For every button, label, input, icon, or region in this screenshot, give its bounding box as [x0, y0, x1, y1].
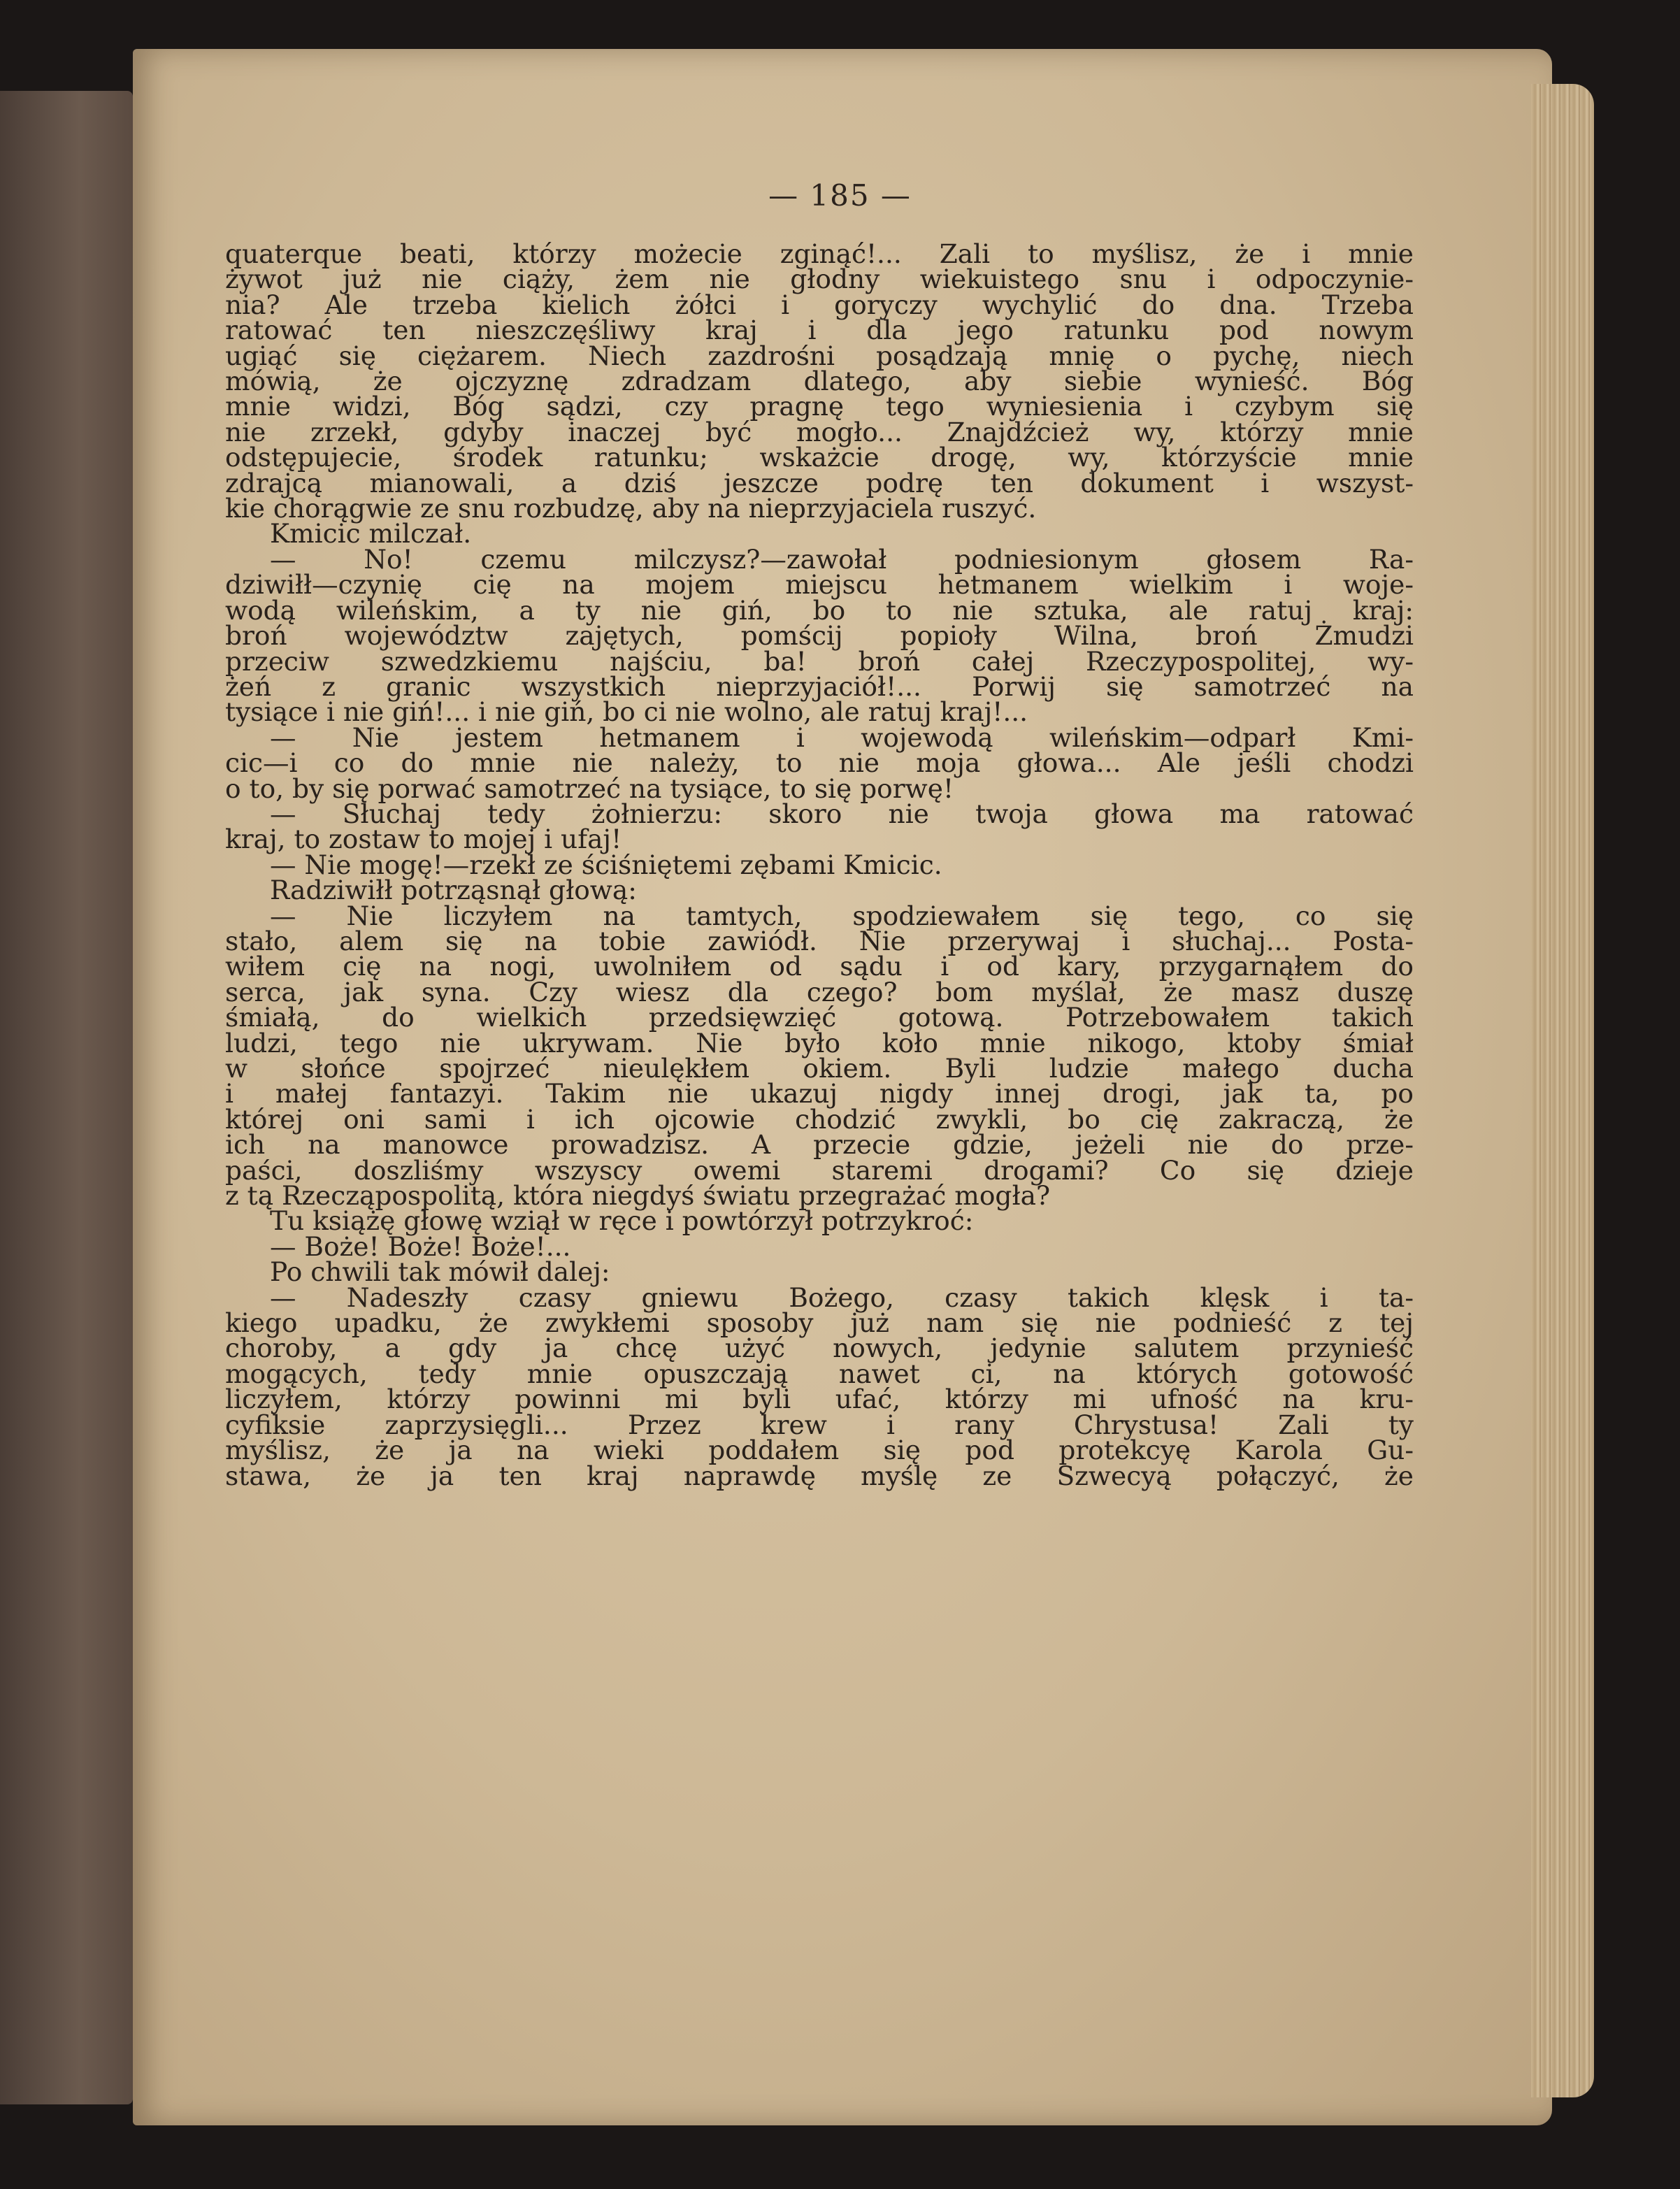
text-line: śmiałą, do wielkich przedsięwzięć gotową. Potrzebowałem takich	[225, 1002, 1414, 1033]
text-line: choroby, a gdy ja chcę użyć nowych, jedynie salutem przynieść	[225, 1333, 1414, 1364]
text-line: quaterque beati, którzy możecie zginąć!... Zali to myślisz, że i mnie	[225, 238, 1414, 269]
text-line: wodą wileńskim, a ty nie giń, bo to nie sztuka, ale ratuj kraj:	[225, 594, 1414, 626]
body-text	[225, 238, 1414, 1491]
page-edges	[1531, 84, 1594, 2097]
text-line: wiłem cię na nogi, uwolniłem od sądu i od kary, przygarnąłem do	[225, 951, 1414, 982]
text-line: paści, doszliśmy wszyscy owemi staremi drogami? Co się dzieje	[225, 1154, 1414, 1186]
book-left-cover	[0, 91, 133, 2104]
text-line: odstępujecie, środek ratunku; wskażcie drogę, wy, którzyście mnie	[225, 442, 1414, 473]
text-line: ich na manowce prowadzisz. A przecie gdzie, jeżeli nie do prze-	[225, 1129, 1414, 1161]
text-line: broń województw zajętych, pomścij popioły Wilna, broń Żmudzi	[225, 620, 1414, 652]
text-line: mogących, tedy mnie opuszczają nawet ci, na których gotowość	[225, 1358, 1414, 1389]
text-line: — Boże! Boże! Boże!...	[270, 1230, 571, 1262]
text-line: — Nie jestem hetmanem i wojewodą wileńskim—odparł Kmi-	[270, 722, 1414, 753]
text-line: żywot już nie ciąży, żem nie głodny wiekuistego snu i odpoczynie-	[225, 264, 1414, 295]
text-line: ratować ten nieszczęśliwy kraj i dla jego ratunku pod nowym	[225, 315, 1414, 346]
text-line: Kmicic milczał.	[270, 518, 472, 550]
text-line: serca, jak syna. Czy wiesz dla czego? bom myślał, że masz duszę	[225, 976, 1414, 1007]
text-line: ugiąć się ciężarem. Niech zazdrośni posądzają mnię o pychę, niech	[225, 340, 1414, 371]
text-line: w słońce spojrzeć nieulękłem okiem. Byli ludzie małego ducha	[225, 1053, 1414, 1084]
text-line: — No! czemu milczysz?—zawołał podniesionym głosem Ra-	[270, 543, 1414, 575]
text-line: mówią, że ojczyznę zdradzam dlatego, aby siebie wynieść. Bóg	[225, 366, 1414, 397]
text-line: kiego upadku, że zwykłemi sposoby już nam się nie podnieść z tej	[225, 1307, 1414, 1339]
text-line: przeciw szwedzkiemu najściu, ba! broń całej Rzeczypospolitej, wy-	[225, 645, 1414, 677]
text-line: nie zrzekł, gdyby inaczej być mogło... Znajdźcież wy, którzy mnie	[225, 416, 1414, 447]
text-line: cic—i co do mnie nie należy, to nie moja głowa... Ale jeśli chodzi	[225, 747, 1414, 779]
text-line: kie chorągwie ze snu rozbudzę, aby na nieprzyjaciela ruszyć.	[225, 493, 1037, 524]
text-line: zdrajcą mianowali, a dziś jeszcze podrę ten dokument i wszyst-	[225, 467, 1414, 498]
text-line: Tu książę głowę wziął w ręce i powtórzył potrzykroć:	[270, 1205, 974, 1237]
text-line: i małej fantazyi. Takim nie ukazuj nigdy innej drogi, jak ta, po	[225, 1078, 1414, 1110]
text-line: stało, alem się na tobie zawiódł. Nie przerywaj i słuchaj... Posta-	[225, 925, 1414, 956]
text-line: Po chwili tak mówił dalej:	[270, 1256, 610, 1288]
text-line: — Nie mogę!—rzekł ze ściśniętemi zębami Kmicic.	[270, 849, 942, 880]
text-line: kraj, to zostaw to mojej i ufaj!	[225, 824, 622, 855]
text-line: cyfiksie zaprzysięgli... Przez krew i rany Chrystusa! Zali ty	[225, 1409, 1414, 1440]
text-line: dziwiłł—czynię cię na mojem miejscu hetmanem wielkim i woje-	[225, 569, 1414, 601]
text-line: z tą Rzecząpospolitą, która niegdyś światu przegrażać mogła?	[225, 1180, 1051, 1212]
text-line: nia? Ale trzeba kielich żółci i goryczy wychylić do dna. Trzeba	[225, 289, 1414, 320]
text-line: o to, by się porwać samotrzeć na tysiące, to się porwę!	[225, 773, 954, 804]
text-line: — Słuchaj tedy żołnierzu: skoro nie twoja głowa ma ratować	[270, 798, 1414, 829]
text-line: tysiące i nie giń!... i nie giń, bo ci nie wolno, ale ratuj kraj!...	[225, 696, 1028, 728]
text-line: mnie widzi, Bóg sądzi, czy pragnę tego wyniesienia i czybym się	[225, 391, 1414, 422]
text-line: żeń z granic wszystkich nieprzyjaciół!... Porwij się samotrzeć na	[225, 670, 1414, 702]
text-line: — Nie liczyłem na tamtych, spodziewałem się tego, co się	[270, 900, 1414, 931]
text-line: której oni sami i ich ojcowie chodzić zwykli, bo cię zakraczą, że	[225, 1103, 1414, 1135]
text-line: ludzi, tego nie ukrywam. Nie było koło mnie nikogo, ktoby śmiał	[225, 1027, 1414, 1058]
text-line: Radziwiłł potrząsnął głową:	[270, 875, 637, 906]
text-line: myślisz, że ja na wieki poddałem się pod protekcyę Karola Gu-	[225, 1435, 1414, 1466]
text-line: liczyłem, którzy powinni mi byli ufać, którzy mi ufność na kru-	[225, 1384, 1414, 1415]
page-number: — 185 —	[768, 178, 912, 213]
text-line: — Nadeszły czasy gniewu Bożego, czasy takich klęsk i ta-	[270, 1282, 1414, 1313]
text-line: stawa, że ja ten kraj naprawdę myślę ze Szwecyą połączyć, że	[225, 1460, 1414, 1491]
